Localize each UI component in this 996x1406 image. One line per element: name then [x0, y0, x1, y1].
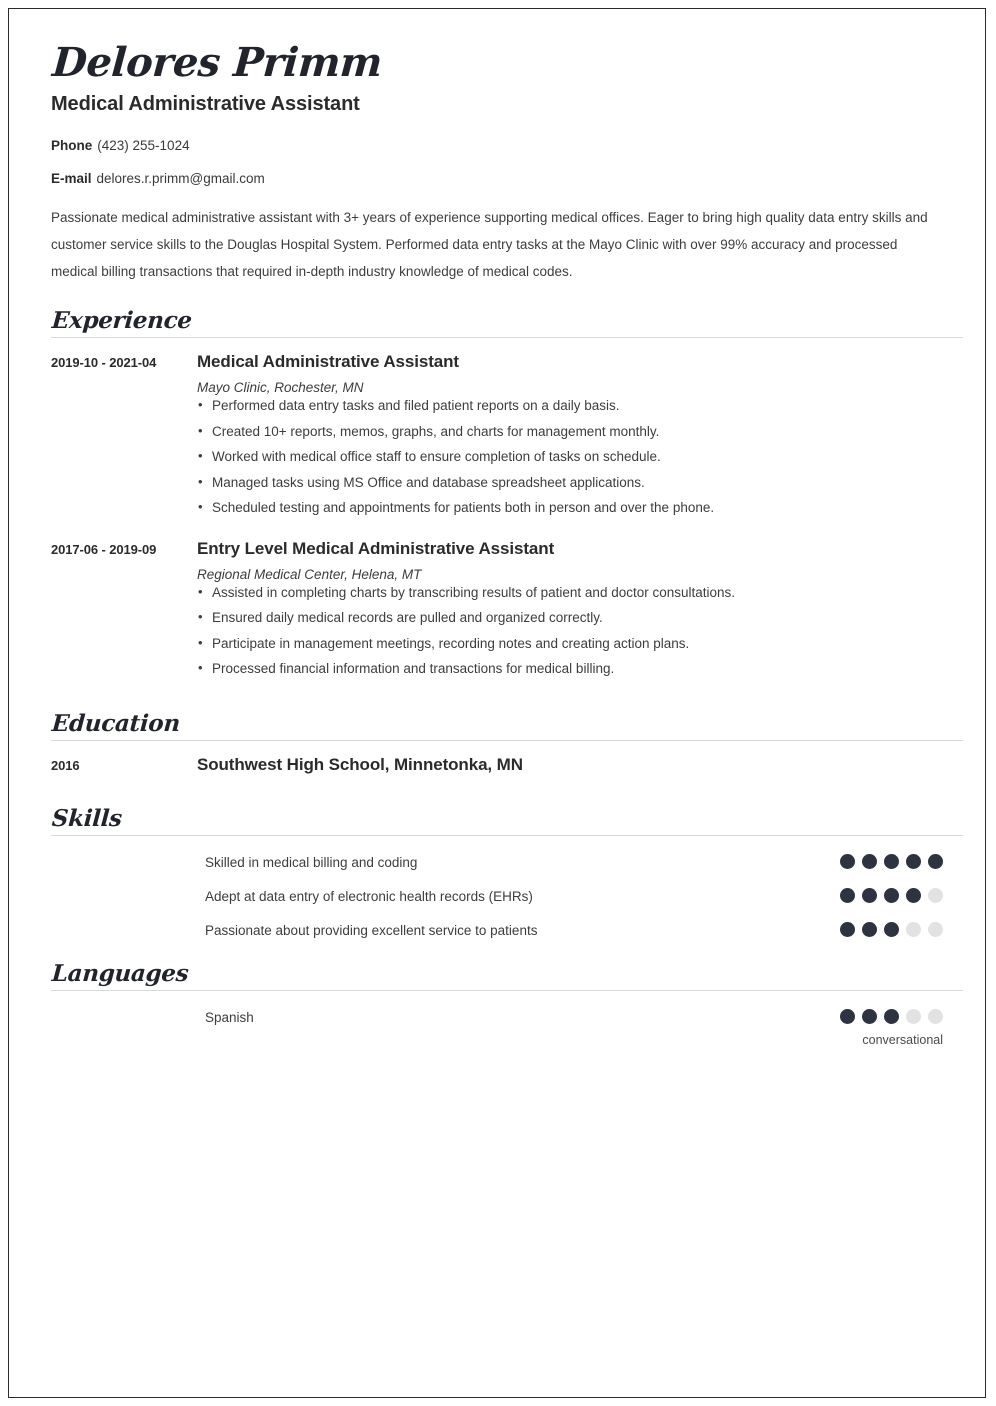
- rating-dot-filled: [862, 888, 877, 903]
- rating-dots: [793, 922, 943, 937]
- rating-dot-filled: [884, 922, 899, 937]
- section-heading-education: Education: [51, 709, 181, 737]
- resume-page: [8, 8, 986, 1398]
- section-experience: [43, 307, 943, 688]
- rating-dots: [793, 888, 943, 903]
- list-item: • Scheduled testing and appointments for patients both in person and over the phone.: [197, 501, 943, 515]
- section-divider: [51, 337, 963, 338]
- skill-row: [43, 922, 943, 938]
- skill-rating: [793, 888, 943, 903]
- experience-title: Medical Administrative Assistant: [197, 352, 459, 372]
- rating-dot-filled: [862, 854, 877, 869]
- rating-dot-empty: [906, 1009, 921, 1024]
- rating-dot-filled: [884, 854, 899, 869]
- skill-rating: [793, 922, 943, 937]
- experience-employer: Regional Medical Center, Helena, MT: [197, 566, 422, 582]
- language-label: Spanish: [205, 1009, 254, 1025]
- rating-dot-empty: [928, 922, 943, 937]
- rating-dot-filled: [928, 854, 943, 869]
- section-education: [43, 710, 943, 783]
- list-item: • Created 10+ reports, memos, graphs, and charts for management monthly.: [197, 425, 943, 439]
- education-title: Southwest High School, Minnetonka, MN: [197, 754, 523, 774]
- skill-row: [43, 888, 943, 904]
- rating-dots: [793, 854, 943, 869]
- experience-bullets: [197, 399, 943, 515]
- language-level-note: conversational: [862, 1032, 943, 1047]
- section-skills: [43, 805, 943, 938]
- section-divider: [51, 835, 963, 836]
- candidate-job-title: Medical Administrative Assistant: [51, 93, 360, 115]
- rating-dot-filled: [840, 854, 855, 869]
- candidate-name: Delores Primm: [50, 39, 384, 86]
- experience-dates: 2019-10 - 2021-04: [51, 355, 157, 371]
- language-row: [43, 1009, 943, 1047]
- section-divider: [51, 990, 963, 991]
- section-divider: [51, 740, 963, 741]
- experience-employer: Mayo Clinic, Rochester, MN: [197, 380, 364, 396]
- rating-dot-filled: [862, 922, 877, 937]
- experience-entry: [43, 352, 943, 527]
- skill-label: Passionate about providing excellent service to patients: [205, 922, 538, 938]
- language-rating: [793, 1009, 943, 1047]
- experience-dates: 2017-06 - 2019-09: [51, 541, 157, 557]
- rating-dot-empty: [906, 922, 921, 937]
- section-languages: [43, 960, 943, 1047]
- list-item: • Performed data entry tasks and filed patient reports on a daily basis.: [197, 399, 943, 413]
- skill-label: Skilled in medical billing and coding: [205, 854, 418, 870]
- rating-dot-filled: [862, 1009, 877, 1024]
- skill-row: [43, 854, 943, 870]
- section-heading-experience: Experience: [51, 307, 193, 335]
- resume-header: [43, 39, 943, 285]
- rating-dot-filled: [906, 888, 921, 903]
- experience-bullets: [197, 586, 943, 676]
- professional-summary: Passionate medical administrative assistant with 3+ years of experience supporting medical offices. Eager to bring high quality data entry skills and customer service skills to the Douglas Hospital System. Performed data entry tasks at the Mayo Clinic with over 99% accuracy and processed medical billing transactions that required in-depth industry knowledge of medical codes.: [51, 210, 928, 280]
- rating-dot-empty: [928, 1009, 943, 1024]
- rating-dot-filled: [840, 888, 855, 903]
- contact-email-row: [51, 171, 943, 187]
- list-item: • Participate in management meetings, recording notes and creating action plans.: [197, 637, 943, 651]
- list-item: • Ensured daily medical records are pulled and organized correctly.: [197, 611, 943, 625]
- phone-value: (423) 255-1024: [97, 138, 190, 153]
- rating-dot-filled: [840, 922, 855, 937]
- section-heading-skills: Skills: [51, 804, 123, 832]
- rating-dot-filled: [884, 1009, 899, 1024]
- list-item: • Processed financial information and transactions for medical billing.: [197, 662, 943, 676]
- contact-phone-row: [51, 138, 943, 154]
- education-details: [197, 755, 943, 783]
- education-dates: 2016: [51, 757, 80, 773]
- email-value[interactable]: delores.r.primm@gmail.com: [96, 171, 265, 187]
- rating-dots: [793, 1009, 943, 1024]
- email-label: E-mail: [51, 171, 92, 187]
- list-item: • Assisted in completing charts by transcribing results of patient and doctor consultations.: [197, 586, 943, 600]
- experience-details: [197, 539, 943, 688]
- skill-rating: [793, 854, 943, 869]
- experience-entry: [43, 539, 943, 688]
- experience-details: [197, 352, 943, 527]
- rating-dot-empty: [928, 888, 943, 903]
- rating-dot-filled: [906, 854, 921, 869]
- education-entry: [43, 755, 943, 783]
- experience-title: Entry Level Medical Administrative Assistant: [197, 538, 555, 558]
- resume-content: [9, 9, 985, 1047]
- list-item: • Managed tasks using MS Office and database spreadsheet applications.: [197, 476, 943, 490]
- section-heading-languages: Languages: [51, 959, 190, 987]
- rating-dot-filled: [884, 888, 899, 903]
- list-item: • Worked with medical office staff to ensure completion of tasks on schedule.: [197, 450, 943, 464]
- skill-label: Adept at data entry of electronic health records (EHRs): [205, 888, 533, 904]
- rating-dot-filled: [840, 1009, 855, 1024]
- phone-label: Phone: [51, 138, 93, 153]
